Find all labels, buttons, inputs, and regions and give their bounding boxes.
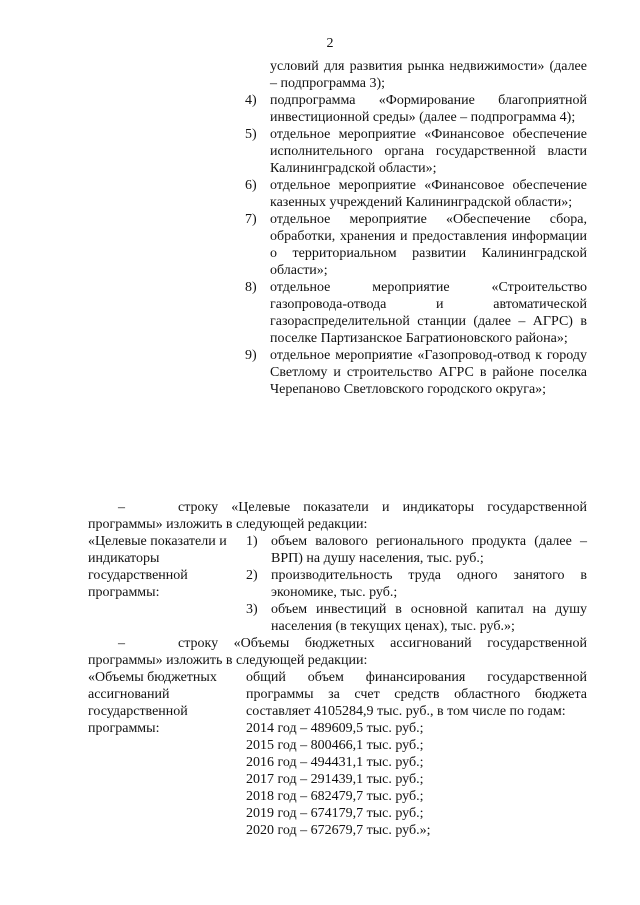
list-item xyxy=(245,177,587,211)
list-item-text: отдельное мероприятие «Финансовое обеспечение казенных учреждений Калининградской области»; xyxy=(270,178,587,210)
list-item-number: 5) xyxy=(245,127,257,142)
list-item xyxy=(245,126,587,177)
list-item-number: 4) xyxy=(245,93,257,108)
indicator-item xyxy=(246,601,587,635)
list-item xyxy=(245,92,587,126)
list-item xyxy=(245,211,587,279)
indicator-text: производительность труда одного занятого в экономике, тыс. руб.; xyxy=(271,568,587,600)
list-item-text: отдельное мероприятие «Обеспечение сбора, обработки, хранения и предоставления информации о территориальном развитии Калининградской области»; xyxy=(270,212,587,278)
paragraph-budget xyxy=(88,635,587,669)
budget-year: 2019 год – 674179,7 тыс. руб.; xyxy=(246,806,424,821)
dash: – xyxy=(118,500,125,515)
list-item-number: 7) xyxy=(245,212,257,227)
budget-row xyxy=(88,669,587,839)
budget-year: 2018 год – 682479,7 тыс. руб.; xyxy=(246,789,424,804)
budget-year: 2015 год – 800466,1 тыс. руб.; xyxy=(246,738,424,753)
budget-values xyxy=(246,669,587,839)
budget-year: 2017 год – 291439,1 тыс. руб.; xyxy=(246,772,424,787)
indicator-number: 2) xyxy=(246,568,258,583)
dash: – xyxy=(118,636,125,651)
list-item-text: отдельное мероприятие «Финансовое обеспечение исполнительного органа государственной власти Калининградской области»; xyxy=(270,127,587,176)
indicator-item xyxy=(246,567,587,601)
budget-intro: общий объем финансирования государственной программы за счет средств областного бюджета составляет 4105284,9 тыс. руб., в том числе по годам: xyxy=(246,670,587,719)
list-item xyxy=(245,347,587,398)
list-item-text: отдельное мероприятие «Газопровод-отвод к городу Светлому и строительство АГРС в районе поселка Черепаново Светловского городского округа»; xyxy=(270,348,587,397)
page-number: 2 xyxy=(326,36,334,51)
indicator-text: объем валового регионального продукта (далее – ВРП) на душу населения, тыс. руб.; xyxy=(271,534,587,566)
list-item-continuation: условий для развития рынка недвижимости» (далее – подпрограмма 3); xyxy=(270,59,587,91)
list-item-text: подпрограмма «Формирование благоприятной инвестиционной среды» (далее – подпрограмма 4); xyxy=(270,93,587,125)
indicators-label: «Целевые показатели и индикаторы государственной программы: xyxy=(88,534,227,600)
program-list xyxy=(245,58,587,398)
list-item-number: 6) xyxy=(245,178,257,193)
indicator-item xyxy=(246,533,587,567)
list-item-number: 8) xyxy=(245,280,257,295)
indicators-values xyxy=(246,533,587,635)
budget-year: 2016 год – 494431,1 тыс. руб.; xyxy=(246,755,424,770)
list-item-number: 9) xyxy=(245,348,257,363)
paragraph-text: строку «Объемы бюджетных ассигнований государственной программы» изложить в следующей редакции: xyxy=(88,636,587,668)
indicators-row xyxy=(88,533,587,635)
budget-year: 2014 год – 489609,5 тыс. руб.; xyxy=(246,721,424,736)
indicator-number: 3) xyxy=(246,602,258,617)
list-item-text: отдельное мероприятие «Строительство газопровода-отвода и автоматической газораспределительной станции (далее – АГРС) в поселке Партизанское Багратионовского района»; xyxy=(270,280,587,346)
indicator-number: 1) xyxy=(246,534,258,549)
budget-label: «Объемы бюджетных ассигнований государственной программы: xyxy=(88,670,217,736)
indicator-text: объем инвестиций в основной капитал на душу населения (в текущих ценах), тыс. руб.»; xyxy=(271,602,587,634)
budget-year: 2020 год – 672679,7 тыс. руб.»; xyxy=(246,823,431,838)
paragraph-text: строку «Целевые показатели и индикаторы государственной программы» изложить в следующей редакции: xyxy=(88,500,587,532)
list-item xyxy=(245,279,587,347)
paragraph-indicators xyxy=(88,499,587,533)
